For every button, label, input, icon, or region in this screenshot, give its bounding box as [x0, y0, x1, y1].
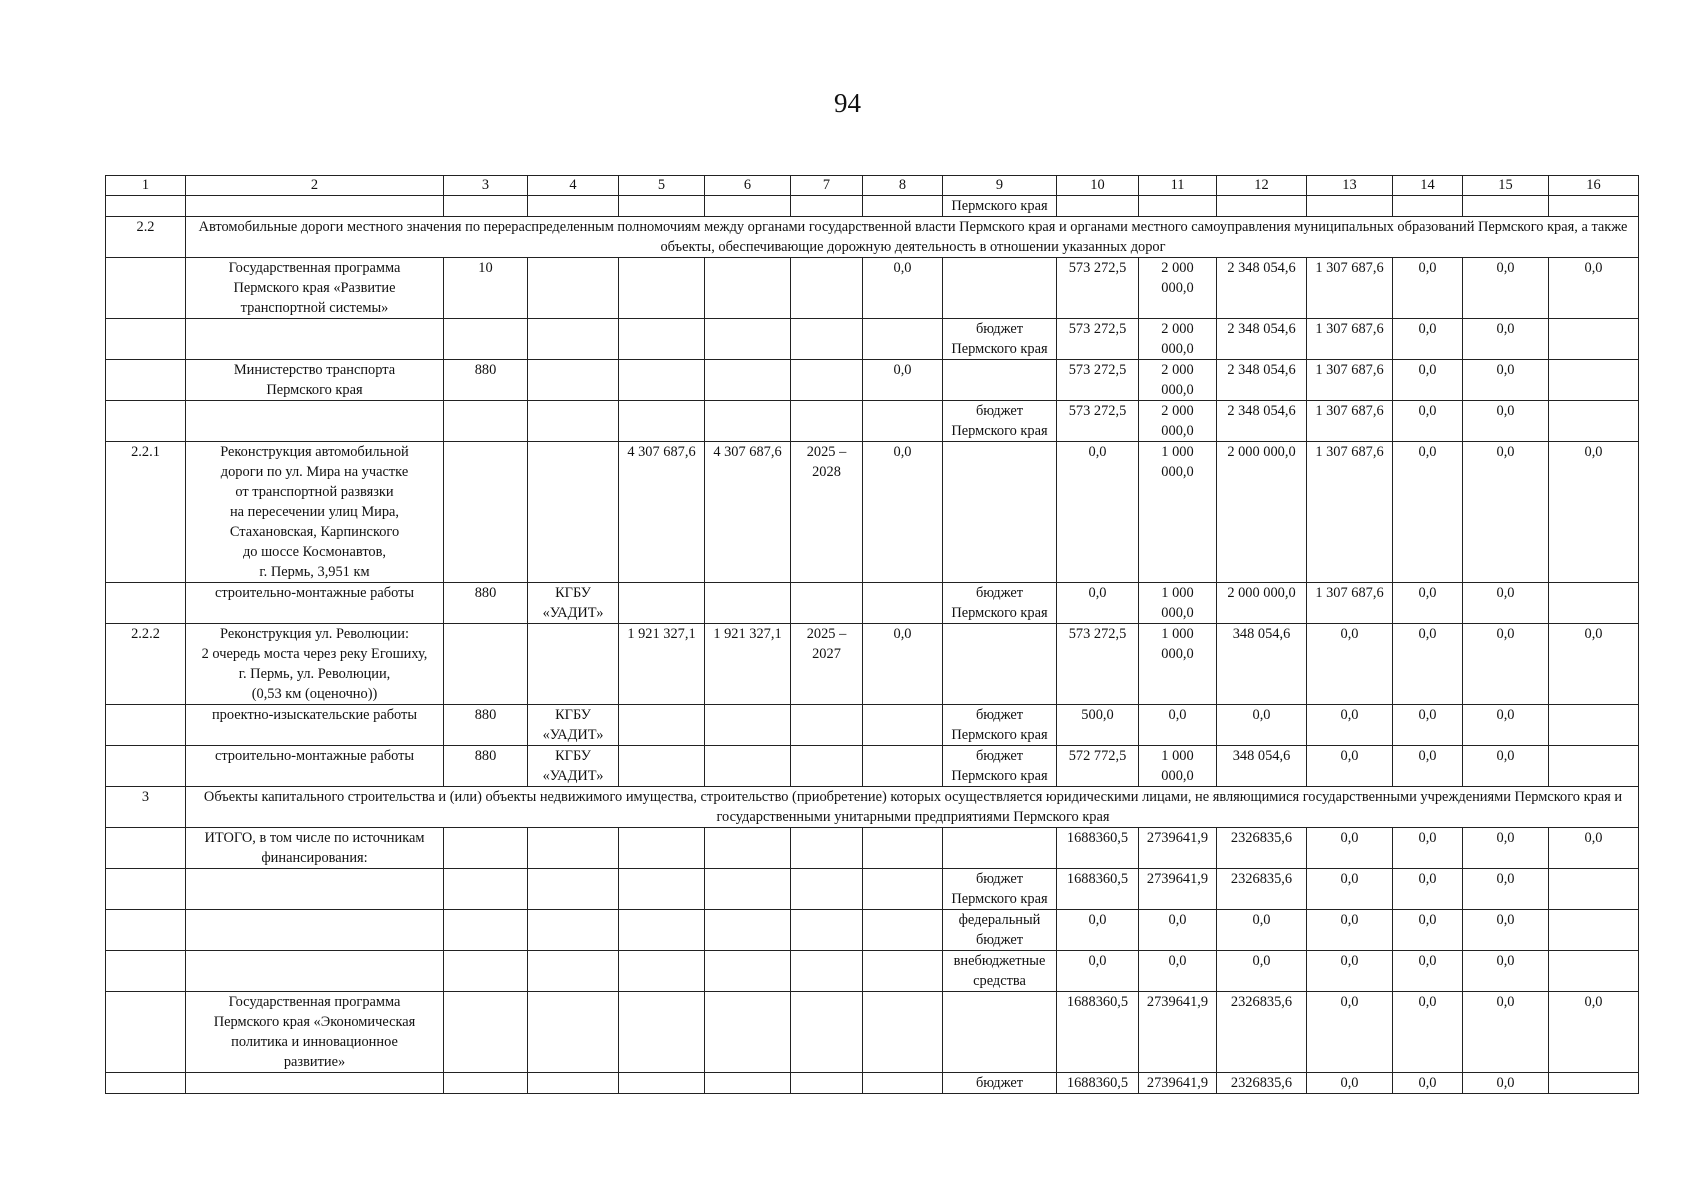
- table-row: [106, 583, 1639, 624]
- table-cell: [619, 360, 705, 401]
- table-cell: 0,0: [1393, 869, 1463, 910]
- table-cell: 0,0: [1139, 951, 1217, 992]
- table-cell: [106, 705, 186, 746]
- table-cell: [186, 1073, 444, 1094]
- table-cell: [943, 258, 1057, 319]
- column-number: 10: [1057, 176, 1139, 196]
- table-cell: [1393, 196, 1463, 217]
- table-cell: 0,0: [1463, 1073, 1549, 1094]
- table-cell: 2326835,6: [1217, 869, 1307, 910]
- table-row: [106, 360, 1639, 401]
- table-cell: 4 307 687,6: [619, 442, 705, 583]
- column-number: 15: [1463, 176, 1549, 196]
- table-cell: [1549, 196, 1639, 217]
- table-cell: 0,0: [1393, 828, 1463, 869]
- table-cell: [619, 869, 705, 910]
- table-cell: [791, 319, 863, 360]
- table-cell: 572 772,5: [1057, 746, 1139, 787]
- table-cell: [705, 1073, 791, 1094]
- table-cell: [186, 951, 444, 992]
- table-cell: [1549, 910, 1639, 951]
- table-cell: [791, 401, 863, 442]
- table-cell: [705, 401, 791, 442]
- table-cell: 0,0: [1393, 746, 1463, 787]
- table-cell: [106, 828, 186, 869]
- table-cell: 0,0: [1217, 910, 1307, 951]
- table-cell: 0,0: [1393, 401, 1463, 442]
- table-cell: 0,0: [1217, 705, 1307, 746]
- table-cell: 2739641,9: [1139, 869, 1217, 910]
- budget-table: [105, 175, 1639, 1094]
- table-cell: 0,0: [1463, 624, 1549, 705]
- table-cell: 0,0: [1393, 992, 1463, 1073]
- table-cell: [863, 992, 943, 1073]
- table-cell: [444, 951, 528, 992]
- table-cell: 0,0: [1549, 442, 1639, 583]
- table-row: [106, 992, 1639, 1073]
- table-cell: 880: [444, 705, 528, 746]
- table-cell: 0,0: [1549, 624, 1639, 705]
- table-cell: [791, 828, 863, 869]
- table-cell: 0,0: [1463, 828, 1549, 869]
- table-cell: [528, 442, 619, 583]
- table-cell: 0,0: [1393, 624, 1463, 705]
- table-row: [106, 196, 1639, 217]
- table-cell: 2 000 000,0: [1139, 401, 1217, 442]
- table-cell: 2.2.1: [106, 442, 186, 583]
- table-row: [106, 258, 1639, 319]
- table-cell: [106, 258, 186, 319]
- table-cell: 2 348 054,6: [1217, 258, 1307, 319]
- section-row: [106, 217, 1639, 258]
- table-cell: [791, 196, 863, 217]
- table-cell: [619, 705, 705, 746]
- table-cell: [106, 360, 186, 401]
- table-cell: 0,0: [863, 360, 943, 401]
- table-cell: [619, 992, 705, 1073]
- table-row: [106, 1073, 1639, 1094]
- column-number: 3: [444, 176, 528, 196]
- table-cell: [528, 360, 619, 401]
- table-cell: 0,0: [1057, 951, 1139, 992]
- page-number: 94: [834, 88, 861, 118]
- table-cell: [943, 442, 1057, 583]
- table-cell: 1 921 327,1: [705, 624, 791, 705]
- table-cell: 0,0: [1393, 910, 1463, 951]
- table-cell: бюджет Пермского края: [943, 319, 1057, 360]
- table-cell: 0,0: [1393, 705, 1463, 746]
- table-cell: 0,0: [1549, 992, 1639, 1073]
- table-cell: 0,0: [1057, 442, 1139, 583]
- table-cell: 0,0: [1393, 951, 1463, 992]
- table-cell: [791, 746, 863, 787]
- section-number: 3: [106, 787, 186, 828]
- column-number: 1: [106, 176, 186, 196]
- table-cell: [106, 196, 186, 217]
- table-cell: бюджет Пермского края: [943, 705, 1057, 746]
- table-cell: [106, 319, 186, 360]
- column-number: 13: [1307, 176, 1393, 196]
- table-cell: [863, 319, 943, 360]
- table-cell: 0,0: [1307, 1073, 1393, 1094]
- table-cell: 0,0: [863, 442, 943, 583]
- table-cell: [444, 319, 528, 360]
- table-cell: [444, 1073, 528, 1094]
- table-cell: 0,0: [1463, 442, 1549, 583]
- table-cell: [528, 951, 619, 992]
- table-cell: [791, 1073, 863, 1094]
- table-cell: [444, 196, 528, 217]
- table-cell: 0,0: [1463, 401, 1549, 442]
- table-cell: [791, 951, 863, 992]
- table-cell: 0,0: [1463, 583, 1549, 624]
- table-cell: [791, 992, 863, 1073]
- table-cell: [1463, 196, 1549, 217]
- table-cell: [619, 401, 705, 442]
- table-cell: [619, 196, 705, 217]
- table-cell: 0,0: [1139, 705, 1217, 746]
- table-cell: бюджет: [943, 1073, 1057, 1094]
- table-cell: [943, 992, 1057, 1073]
- table-cell: 0,0: [1307, 951, 1393, 992]
- table-cell: [791, 360, 863, 401]
- column-number: 5: [619, 176, 705, 196]
- table-cell: [1549, 869, 1639, 910]
- table-cell: [1549, 583, 1639, 624]
- table-cell: 10: [444, 258, 528, 319]
- table-cell: КГБУ «УАДИТ»: [528, 705, 619, 746]
- table-cell: 573 272,5: [1057, 401, 1139, 442]
- table-cell: [106, 1073, 186, 1094]
- table-cell: 880: [444, 360, 528, 401]
- table-cell: 348 054,6: [1217, 624, 1307, 705]
- table-cell: 1 921 327,1: [619, 624, 705, 705]
- table-cell: [1549, 360, 1639, 401]
- table-cell: [791, 869, 863, 910]
- table-cell: [705, 828, 791, 869]
- table-cell: 0,0: [863, 624, 943, 705]
- table-cell: 2739641,9: [1139, 1073, 1217, 1094]
- table-cell: 2 000 000,0: [1139, 319, 1217, 360]
- table-cell: 4 307 687,6: [705, 442, 791, 583]
- table-cell: [863, 746, 943, 787]
- section-row: [106, 787, 1639, 828]
- table-cell: [943, 360, 1057, 401]
- table-cell: [619, 746, 705, 787]
- table-cell: 0,0: [1217, 951, 1307, 992]
- table-cell: [863, 951, 943, 992]
- table-cell: [444, 442, 528, 583]
- table-cell: [705, 319, 791, 360]
- table-row: [106, 319, 1639, 360]
- table-cell: 1 307 687,6: [1307, 360, 1393, 401]
- table-cell: [444, 992, 528, 1073]
- table-cell: [705, 705, 791, 746]
- table-cell: 0,0: [1057, 583, 1139, 624]
- table-cell: 573 272,5: [1057, 319, 1139, 360]
- table-cell: Реконструкция автомобильной дороги по ул. Мира на участке от транспортной развязки на пересечении улиц Мира, Стахановская, Карпинского до шоссе Космонавтов, г. Пермь, 3,951 км: [186, 442, 444, 583]
- table-cell: 500,0: [1057, 705, 1139, 746]
- table-cell: 880: [444, 583, 528, 624]
- table-cell: 0,0: [1307, 910, 1393, 951]
- table-cell: внебюджетные средства: [943, 951, 1057, 992]
- table-cell: 2 000 000,0: [1217, 583, 1307, 624]
- table-cell: [106, 910, 186, 951]
- table-cell: 2739641,9: [1139, 828, 1217, 869]
- table-cell: 0,0: [1393, 583, 1463, 624]
- table-cell: [791, 910, 863, 951]
- column-number: 16: [1549, 176, 1639, 196]
- table-cell: 0,0: [1307, 624, 1393, 705]
- table-cell: [705, 258, 791, 319]
- table-cell: [106, 401, 186, 442]
- table-cell: [705, 869, 791, 910]
- table-cell: 880: [444, 746, 528, 787]
- table-cell: [619, 319, 705, 360]
- table-cell: [619, 1073, 705, 1094]
- table-cell: 0,0: [1393, 258, 1463, 319]
- table-cell: 0,0: [1307, 869, 1393, 910]
- table-cell: [528, 258, 619, 319]
- table-cell: [186, 401, 444, 442]
- table-row: [106, 401, 1639, 442]
- table-row: [106, 951, 1639, 992]
- table-cell: 1 307 687,6: [1307, 319, 1393, 360]
- table-cell: 1 307 687,6: [1307, 401, 1393, 442]
- table-cell: [1549, 705, 1639, 746]
- column-number: 14: [1393, 176, 1463, 196]
- table-cell: [705, 583, 791, 624]
- table-cell: [186, 196, 444, 217]
- table-cell: [619, 583, 705, 624]
- table-body: [106, 176, 1639, 1094]
- table-cell: [106, 992, 186, 1073]
- table-cell: [705, 196, 791, 217]
- table-cell: Министерство транспорта Пермского края: [186, 360, 444, 401]
- table-cell: строительно-монтажные работы: [186, 583, 444, 624]
- table-cell: [444, 869, 528, 910]
- column-number: 8: [863, 176, 943, 196]
- table-cell: 0,0: [1393, 360, 1463, 401]
- table-cell: [1307, 196, 1393, 217]
- table-cell: [863, 828, 943, 869]
- table-cell: [705, 746, 791, 787]
- table-cell: 0,0: [1463, 910, 1549, 951]
- table-row: [106, 828, 1639, 869]
- table-cell: [863, 869, 943, 910]
- table-cell: [528, 196, 619, 217]
- table-cell: [1139, 196, 1217, 217]
- table-cell: бюджет Пермского края: [943, 746, 1057, 787]
- table-cell: 1688360,5: [1057, 869, 1139, 910]
- table-row: [106, 705, 1639, 746]
- table-cell: 1 307 687,6: [1307, 442, 1393, 583]
- table-cell: Пермского края: [943, 196, 1057, 217]
- table-row: [106, 442, 1639, 583]
- table-cell: Реконструкция ул. Революции: 2 очередь моста через реку Егошиху, г. Пермь, ул. Революции, (0,53 км (оценочно)): [186, 624, 444, 705]
- column-number-row: [106, 176, 1639, 196]
- table-cell: 0,0: [1549, 828, 1639, 869]
- table-cell: 0,0: [1463, 746, 1549, 787]
- column-number: 6: [705, 176, 791, 196]
- table-cell: 0,0: [1393, 1073, 1463, 1094]
- table-cell: 2025 – 2027: [791, 624, 863, 705]
- table-cell: [444, 910, 528, 951]
- table-cell: [791, 583, 863, 624]
- table-cell: 0,0: [1307, 746, 1393, 787]
- table-cell: 573 272,5: [1057, 360, 1139, 401]
- table-cell: 2 348 054,6: [1217, 319, 1307, 360]
- table-cell: [106, 583, 186, 624]
- table-cell: 2326835,6: [1217, 1073, 1307, 1094]
- table-cell: [863, 401, 943, 442]
- table-cell: 2 000 000,0: [1217, 442, 1307, 583]
- table-cell: 0,0: [1307, 705, 1393, 746]
- table-cell: [1549, 401, 1639, 442]
- table-cell: [791, 258, 863, 319]
- table-cell: 1 307 687,6: [1307, 258, 1393, 319]
- column-number: 11: [1139, 176, 1217, 196]
- table-cell: 0,0: [1463, 319, 1549, 360]
- table-cell: КГБУ «УАДИТ»: [528, 746, 619, 787]
- table-cell: [528, 828, 619, 869]
- table-cell: [863, 196, 943, 217]
- table-cell: 0,0: [1139, 910, 1217, 951]
- table-cell: [943, 828, 1057, 869]
- column-number: 7: [791, 176, 863, 196]
- table-cell: [444, 401, 528, 442]
- table-cell: [1217, 196, 1307, 217]
- table-cell: 0,0: [1463, 992, 1549, 1073]
- table-cell: 1688360,5: [1057, 1073, 1139, 1094]
- column-number: 12: [1217, 176, 1307, 196]
- table-cell: Государственная программа Пермского края «Развитие транспортной системы»: [186, 258, 444, 319]
- table-cell: 0,0: [1057, 910, 1139, 951]
- table-cell: [619, 951, 705, 992]
- table-cell: бюджет Пермского края: [943, 583, 1057, 624]
- table-cell: 1688360,5: [1057, 992, 1139, 1073]
- table-cell: проектно-изыскательские работы: [186, 705, 444, 746]
- table-cell: [705, 951, 791, 992]
- table-cell: 0,0: [1463, 951, 1549, 992]
- table-cell: 0,0: [1463, 360, 1549, 401]
- table-row: [106, 910, 1639, 951]
- table-row: [106, 624, 1639, 705]
- table-cell: [528, 1073, 619, 1094]
- table-cell: [528, 910, 619, 951]
- table-cell: 573 272,5: [1057, 624, 1139, 705]
- table-cell: [791, 705, 863, 746]
- table-cell: [186, 319, 444, 360]
- table-cell: 0,0: [1393, 319, 1463, 360]
- table-cell: [863, 583, 943, 624]
- table-cell: 0,0: [863, 258, 943, 319]
- section-title: Автомобильные дороги местного значения по перераспределенным полномочиям между органами государственной власти Пермского края и органами местного самоуправления муниципальных образований Пермского края, а также объекты, обеспечивающие дорожную деятельность в отношении указанных дорог: [186, 217, 1639, 258]
- table-cell: бюджет Пермского края: [943, 869, 1057, 910]
- table-cell: 0,0: [1549, 258, 1639, 319]
- table-cell: [106, 869, 186, 910]
- section-title: Объекты капитального строительства и (или) объекты недвижимого имущества, строительство (приобретение) которых осуществляется юридическими лицами, не являющимися государственными учреждениями Пермского края и государственными унитарными предприятиями Пермского края: [186, 787, 1639, 828]
- table-cell: [863, 910, 943, 951]
- table-cell: 2.2.2: [106, 624, 186, 705]
- table-cell: 0,0: [1393, 442, 1463, 583]
- table-cell: ИТОГО, в том числе по источникам финансирования:: [186, 828, 444, 869]
- table-cell: 2326835,6: [1217, 992, 1307, 1073]
- table-cell: [863, 705, 943, 746]
- table-cell: [528, 624, 619, 705]
- table-cell: 1 000 000,0: [1139, 583, 1217, 624]
- table-cell: 573 272,5: [1057, 258, 1139, 319]
- table-cell: 0,0: [1463, 869, 1549, 910]
- table-cell: 1 000 000,0: [1139, 746, 1217, 787]
- table-cell: федеральный бюджет: [943, 910, 1057, 951]
- table-cell: 0,0: [1307, 828, 1393, 869]
- table-cell: 1 000 000,0: [1139, 442, 1217, 583]
- table-cell: [619, 910, 705, 951]
- table-cell: 2 348 054,6: [1217, 401, 1307, 442]
- table-cell: [528, 869, 619, 910]
- table-cell: [1549, 951, 1639, 992]
- table-cell: [444, 624, 528, 705]
- table-cell: 348 054,6: [1217, 746, 1307, 787]
- table-cell: бюджет Пермского края: [943, 401, 1057, 442]
- table-cell: [619, 258, 705, 319]
- table-cell: 2326835,6: [1217, 828, 1307, 869]
- column-number: 9: [943, 176, 1057, 196]
- table-cell: [528, 401, 619, 442]
- table-cell: 2 000 000,0: [1139, 258, 1217, 319]
- table-row: [106, 746, 1639, 787]
- table-cell: [863, 1073, 943, 1094]
- table-cell: 1688360,5: [1057, 828, 1139, 869]
- table-cell: 2 348 054,6: [1217, 360, 1307, 401]
- table-cell: [528, 319, 619, 360]
- table-cell: 1 307 687,6: [1307, 583, 1393, 624]
- table-cell: [106, 951, 186, 992]
- table-cell: [528, 992, 619, 1073]
- column-number: 2: [186, 176, 444, 196]
- table-cell: [186, 869, 444, 910]
- table-cell: 0,0: [1463, 705, 1549, 746]
- table-cell: Государственная программа Пермского края «Экономическая политика и инновационное развитие»: [186, 992, 444, 1073]
- table-cell: [106, 746, 186, 787]
- table-cell: 1 000 000,0: [1139, 624, 1217, 705]
- table-cell: [619, 828, 705, 869]
- table-cell: [1057, 196, 1139, 217]
- table-cell: 2025 – 2028: [791, 442, 863, 583]
- table-cell: [1549, 746, 1639, 787]
- table-cell: [705, 910, 791, 951]
- table-cell: [705, 992, 791, 1073]
- table-cell: 2 000 000,0: [1139, 360, 1217, 401]
- table-cell: [1549, 319, 1639, 360]
- table-cell: [186, 910, 444, 951]
- table-row: [106, 869, 1639, 910]
- column-number: 4: [528, 176, 619, 196]
- table-cell: 0,0: [1463, 258, 1549, 319]
- table-cell: [705, 360, 791, 401]
- section-number: 2.2: [106, 217, 186, 258]
- table-cell: [444, 828, 528, 869]
- table-cell: [1549, 1073, 1639, 1094]
- table-cell: КГБУ «УАДИТ»: [528, 583, 619, 624]
- table-cell: 2739641,9: [1139, 992, 1217, 1073]
- table-cell: строительно-монтажные работы: [186, 746, 444, 787]
- table-cell: [943, 624, 1057, 705]
- table-cell: 0,0: [1307, 992, 1393, 1073]
